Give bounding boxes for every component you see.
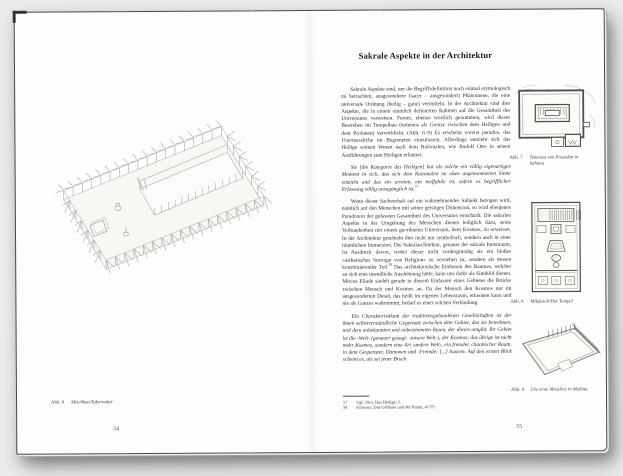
left-page: [15, 11, 313, 454]
caption-text: Mischkan/Tabernakel: [71, 400, 113, 406]
footnote-item: [343, 404, 512, 411]
figure-caption-abb6: [51, 400, 112, 406]
footnotes-block: [343, 395, 512, 411]
right-page: [310, 9, 607, 452]
temenos-plan-figure: [509, 81, 601, 152]
figure-caption-abb7: [510, 155, 602, 167]
paragraph: Wenn dieser Sachverhalt auf ein wahrnehmendes Subjekt bezogen wird, nämlich auf den Menschen mit seiner geistigen Dimension, so wird ebenjenes Paradoxon der gefassten Gesamtheit des Universums entschärft. Die sakralen Aspekte in der Umgebung des Menschen dienen lediglich dazu, seine Verbundenheit mit einem geordneten Universum, dem Kosmos, zu erweisen. In der Architektur geschieht dies nicht nur symbolisch, sondern auch in einer räumlichen Immersion. Die Sakralarchitektur, genauer der sakrale Innenraum, ist Ausdruck davon, wobei dieser nicht vordergründig als ein bloßes »ästhetisches Surrogat von Religion« zu verstehen ist, sondern als dessen konstituierender Teil.$^{58}$ Das architektonische Einfassen des Raumes, welcher an sich eine unendliche Ausdehnung hätte, kann uns dafür als Sinnbild dienen. Mircea Eliade siedelt gerade in diesem Einfassen eines Gebietes die Brücke zwischen Mensch und Kosmos an. Da der Mensch den Kosmos nur im ausgesonderten Detail, das heißt im eigenen Lebensraum, erkennen kann und nie als Ganzes wahrnimmt, bedarf es einer solchen Verbindung.: [341, 197, 512, 308]
paragraph-quote: Sie [die Kategorie des Heiligen] hat als solche ein völlig eigenartiges Moment in sich, das sich dem Rationalen im oben angenommenen Sinne entzieht und das ein arreton, ein ineffabile ist, sofern es begrifflicher Erfassung völlig unzugänglich ist.$^{57}$: [341, 163, 511, 193]
paragraph: Sakrale Aspekte sind, um die Begriffsdefinition noch einmal etymologisch zu betrachten, ausgesonderte (sacer – ausgesondert) Phänomene, die eine universale Ordnung (heilig – ganz) vermitteln. In der Architektur sind dies Aspekte, die in einem räumlich definierten Rahmen auf die Gesamtheit des Universums verweisen. Ferner, ebenso wörtlich genommen, wird dieses Bestreben im Tempelbau (temenos als Grenze zwischen dem Heiligen und dem Profanen) verwirklicht. (Abb. 6–9) Es erscheint vorerst paradox, das Unermessliche im Begrenzten einzufassen. Allerdings entzieht sich das Heilige seinem Wesen nach dem Rationalen, wie Rudolf Otto in seinen Ausführungen zum Heiligen erläutert.: [341, 85, 511, 159]
footnote-text: Vgl. Otto, Das Heilige, 5.: [356, 398, 402, 405]
caption-label: Abb. 8: [510, 299, 524, 305]
caption-label: Abb. 7: [509, 155, 523, 161]
temple-plan-figure: [510, 199, 603, 296]
page-number-right: 55: [516, 423, 523, 430]
figure-caption-abb8: [510, 299, 602, 305]
paragraph-quote: Ein Charakteristikum der traditionsgebundenen Gesellschaften ist der ihnen selbstverständliche Gegensatz zwischen dem Gebiet, das sie bewohnen, und dem unbekannten und unbestimmten Raum, der dieses umgibt. Ihr Gebiet ist die ›Welt‹ (genauer gesagt: ›unsere Welt‹), der Kosmos; das übrige ist nicht mehr Kosmos, sondern eine Art ›andere Welt‹, ein fremder, chaotischer Raum, in dem Gespenster, Dämonen und ›Fremde‹ [...] hausen. Auf den ersten Blick scheint es, als sei jener Bruch: [342, 312, 512, 364]
footnote-rule: [343, 396, 369, 397]
mosque-axonometric-figure: [511, 321, 603, 384]
page-number-left: 54: [113, 426, 120, 433]
tabernacle-axonometric-figure: [41, 106, 294, 338]
caption-label: Abb. 9: [510, 387, 525, 393]
caption-text: Temenos von Poseidon in Isthmia: [529, 155, 579, 167]
caption-text: Mikdasch/Der Tempel: [530, 299, 573, 305]
body-text-column: [341, 86, 512, 370]
book-spread: [14, 8, 608, 455]
caption-label: Abb. 6: [51, 400, 65, 406]
chapter-title: Sakrale Aspekte in der Architektur: [358, 49, 493, 61]
footnote-number: 57: [343, 399, 348, 405]
figure-caption-abb9: [511, 387, 603, 393]
footnote-marker: 57: [414, 184, 419, 189]
footnote-text: Schwarz, Das Gehäuse und der Raum, 4/179.: [356, 404, 436, 411]
margin-figure-temple: [510, 199, 603, 305]
footnote-marker: 58: [388, 262, 393, 267]
caption-text: Die erste Moschee in Medina: [531, 387, 588, 393]
margin-figure-temenos: [509, 81, 602, 167]
margin-figure-mosque: [511, 321, 603, 393]
footnote-number: 58: [343, 405, 348, 411]
